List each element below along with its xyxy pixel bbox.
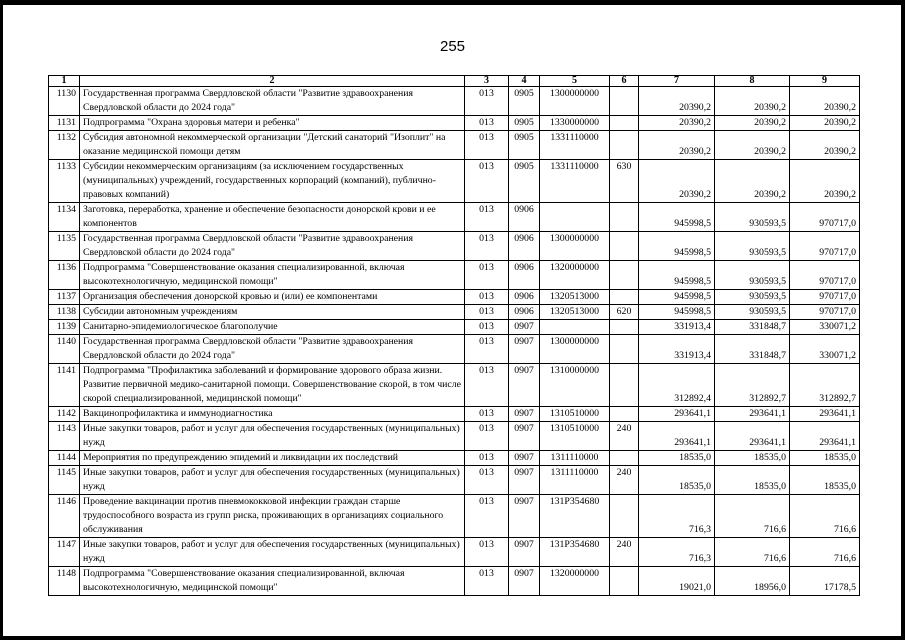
table-row <box>49 567 860 596</box>
row-amount-1: 19021,0 <box>639 567 715 596</box>
row-section-code: 0907 <box>509 538 540 567</box>
row-amount-1: 20390,2 <box>639 131 715 160</box>
row-ministry-code: 013 <box>465 232 509 261</box>
row-section-code: 0906 <box>509 203 540 232</box>
row-target-code: 1310510000 <box>540 422 610 451</box>
row-amount-2: 312892,7 <box>715 364 790 407</box>
row-ministry-code: 013 <box>465 538 509 567</box>
row-amount-1: 716,3 <box>639 495 715 538</box>
row-expense-type: 620 <box>610 305 639 320</box>
row-name: Иные закупки товаров, работ и услуг для обеспечения государственных (муниципальных) нужд <box>80 538 465 567</box>
row-amount-2: 930593,5 <box>715 203 790 232</box>
row-amount-2: 293641,1 <box>715 422 790 451</box>
table-row <box>49 407 860 422</box>
row-amount-2: 20390,2 <box>715 87 790 116</box>
row-section-code: 0905 <box>509 87 540 116</box>
row-expense-type: 630 <box>610 160 639 203</box>
row-section-code: 0905 <box>509 131 540 160</box>
row-number: 1140 <box>49 335 80 364</box>
row-amount-2: 930593,5 <box>715 261 790 290</box>
row-amount-1: 20390,2 <box>639 87 715 116</box>
row-target-code: 1330000000 <box>540 116 610 131</box>
row-amount-3: 20390,2 <box>790 116 860 131</box>
row-amount-1: 945998,5 <box>639 203 715 232</box>
row-section-code: 0907 <box>509 364 540 407</box>
row-amount-2: 18535,0 <box>715 466 790 495</box>
row-amount-3: 970717,0 <box>790 290 860 305</box>
row-expense-type <box>610 364 639 407</box>
table-row <box>49 364 860 407</box>
row-target-code: 1320513000 <box>540 305 610 320</box>
row-target-code: 1320000000 <box>540 567 610 596</box>
row-amount-1: 293641,1 <box>639 407 715 422</box>
row-section-code: 0906 <box>509 305 540 320</box>
row-amount-3: 18535,0 <box>790 466 860 495</box>
row-number: 1134 <box>49 203 80 232</box>
table-row <box>49 495 860 538</box>
table-row <box>49 422 860 451</box>
table-row <box>49 320 860 335</box>
row-section-code: 0906 <box>509 261 540 290</box>
row-name: Подпрограмма "Охрана здоровья матери и ребенка" <box>80 116 465 131</box>
row-number: 1132 <box>49 131 80 160</box>
row-amount-1: 293641,1 <box>639 422 715 451</box>
row-target-code: 131P354680 <box>540 538 610 567</box>
table-row <box>49 116 860 131</box>
row-number: 1142 <box>49 407 80 422</box>
row-name: Проведение вакцинации против пневмококковой инфекции граждан старше трудоспособного возраста из групп риска, проживающих в организациях социального обслуживания <box>80 495 465 538</box>
row-number: 1143 <box>49 422 80 451</box>
row-name: Мероприятия по предупреждению эпидемий и ликвидации их последствий <box>80 451 465 466</box>
row-number: 1145 <box>49 466 80 495</box>
row-amount-2: 930593,5 <box>715 290 790 305</box>
header-col-4: 4 <box>509 76 540 87</box>
scan-border-top <box>0 0 905 5</box>
table-row <box>49 466 860 495</box>
row-ministry-code: 013 <box>465 290 509 305</box>
row-target-code <box>540 203 610 232</box>
row-amount-2: 716,6 <box>715 538 790 567</box>
table-row <box>49 451 860 466</box>
row-section-code: 0907 <box>509 335 540 364</box>
row-amount-2: 331848,7 <box>715 320 790 335</box>
row-section-code: 0907 <box>509 451 540 466</box>
row-ministry-code: 013 <box>465 422 509 451</box>
row-section-code: 0907 <box>509 495 540 538</box>
row-section-code: 0907 <box>509 320 540 335</box>
row-section-code: 0907 <box>509 466 540 495</box>
row-name: Подпрограмма "Совершенствование оказания специализированной, включая высокотехнологичную, медицинской помощи" <box>80 261 465 290</box>
row-section-code: 0907 <box>509 407 540 422</box>
row-number: 1144 <box>49 451 80 466</box>
row-amount-3: 293641,1 <box>790 422 860 451</box>
row-target-code: 1310000000 <box>540 364 610 407</box>
row-amount-3: 293641,1 <box>790 407 860 422</box>
row-name: Иные закупки товаров, работ и услуг для обеспечения государственных (муниципальных) нужд <box>80 422 465 451</box>
row-ministry-code: 013 <box>465 160 509 203</box>
row-target-code: 1331110000 <box>540 160 610 203</box>
row-target-code: 1300000000 <box>540 232 610 261</box>
row-ministry-code: 013 <box>465 87 509 116</box>
row-ministry-code: 013 <box>465 305 509 320</box>
row-amount-2: 293641,1 <box>715 407 790 422</box>
row-number: 1148 <box>49 567 80 596</box>
row-target-code: 1311110000 <box>540 466 610 495</box>
row-expense-type <box>610 407 639 422</box>
row-amount-2: 20390,2 <box>715 160 790 203</box>
row-expense-type <box>610 320 639 335</box>
row-amount-3: 18535,0 <box>790 451 860 466</box>
table-row <box>49 87 860 116</box>
row-ministry-code: 013 <box>465 364 509 407</box>
row-target-code: 1311110000 <box>540 451 610 466</box>
table-header-row <box>49 76 860 87</box>
table-row <box>49 203 860 232</box>
row-ministry-code: 013 <box>465 567 509 596</box>
row-expense-type <box>610 87 639 116</box>
row-expense-type <box>610 116 639 131</box>
row-expense-type <box>610 131 639 160</box>
row-amount-2: 930593,5 <box>715 305 790 320</box>
table-row <box>49 232 860 261</box>
row-amount-3: 312892,7 <box>790 364 860 407</box>
row-number: 1139 <box>49 320 80 335</box>
row-amount-1: 945998,5 <box>639 290 715 305</box>
row-expense-type <box>610 567 639 596</box>
row-amount-1: 18535,0 <box>639 451 715 466</box>
row-name: Иные закупки товаров, работ и услуг для обеспечения государственных (муниципальных) нужд <box>80 466 465 495</box>
row-target-code: 1300000000 <box>540 87 610 116</box>
row-amount-1: 945998,5 <box>639 305 715 320</box>
row-number: 1146 <box>49 495 80 538</box>
row-name: Санитарно-эпидемиологическое благополучие <box>80 320 465 335</box>
row-expense-type <box>610 203 639 232</box>
row-amount-3: 970717,0 <box>790 261 860 290</box>
row-expense-type <box>610 290 639 305</box>
row-amount-2: 930593,5 <box>715 232 790 261</box>
row-amount-3: 17178,5 <box>790 567 860 596</box>
row-number: 1138 <box>49 305 80 320</box>
row-section-code: 0905 <box>509 116 540 131</box>
row-expense-type: 240 <box>610 538 639 567</box>
header-col-9: 9 <box>790 76 860 87</box>
table-row <box>49 305 860 320</box>
row-amount-1: 20390,2 <box>639 116 715 131</box>
table-row <box>49 160 860 203</box>
row-ministry-code: 013 <box>465 203 509 232</box>
row-target-code <box>540 320 610 335</box>
row-number: 1130 <box>49 87 80 116</box>
row-number: 1136 <box>49 261 80 290</box>
row-name: Заготовка, переработка, хранение и обеспечение безопасности донорской крови и ее компонентов <box>80 203 465 232</box>
row-amount-3: 970717,0 <box>790 232 860 261</box>
row-ministry-code: 013 <box>465 495 509 538</box>
row-name: Субсидия автономной некоммерческой организации "Детский санаторий "Изоплит" на оказание медицинской помощи детям <box>80 131 465 160</box>
row-amount-1: 945998,5 <box>639 232 715 261</box>
header-col-8: 8 <box>715 76 790 87</box>
row-ministry-code: 013 <box>465 335 509 364</box>
row-section-code: 0906 <box>509 232 540 261</box>
header-col-3: 3 <box>465 76 509 87</box>
row-expense-type <box>610 335 639 364</box>
row-expense-type: 240 <box>610 422 639 451</box>
table-row <box>49 131 860 160</box>
row-number: 1141 <box>49 364 80 407</box>
row-target-code: 131P354680 <box>540 495 610 538</box>
row-number: 1137 <box>49 290 80 305</box>
row-name: Субсидии автономным учреждениям <box>80 305 465 320</box>
row-expense-type <box>610 451 639 466</box>
row-name: Государственная программа Свердловской области "Развитие здравоохранения Свердловской области до 2024 года" <box>80 335 465 364</box>
page-number: 255 <box>439 38 466 55</box>
row-amount-2: 20390,2 <box>715 131 790 160</box>
row-ministry-code: 013 <box>465 116 509 131</box>
row-ministry-code: 013 <box>465 131 509 160</box>
row-name: Государственная программа Свердловской области "Развитие здравоохранения Свердловской области до 2024 года" <box>80 232 465 261</box>
row-amount-3: 20390,2 <box>790 160 860 203</box>
header-col-7: 7 <box>639 76 715 87</box>
header-col-5: 5 <box>540 76 610 87</box>
row-amount-2: 331848,7 <box>715 335 790 364</box>
header-col-6: 6 <box>610 76 639 87</box>
row-expense-type <box>610 495 639 538</box>
row-amount-1: 312892,4 <box>639 364 715 407</box>
row-ministry-code: 013 <box>465 466 509 495</box>
row-amount-2: 18535,0 <box>715 451 790 466</box>
row-amount-1: 331913,4 <box>639 335 715 364</box>
row-amount-3: 716,6 <box>790 495 860 538</box>
row-ministry-code: 013 <box>465 451 509 466</box>
table-row <box>49 335 860 364</box>
row-amount-3: 20390,2 <box>790 131 860 160</box>
table-row <box>49 261 860 290</box>
table-row <box>49 538 860 567</box>
row-expense-type: 240 <box>610 466 639 495</box>
row-number: 1147 <box>49 538 80 567</box>
row-ministry-code: 013 <box>465 261 509 290</box>
row-amount-1: 716,3 <box>639 538 715 567</box>
row-section-code: 0905 <box>509 160 540 203</box>
row-amount-1: 18535,0 <box>639 466 715 495</box>
row-expense-type <box>610 261 639 290</box>
row-target-code: 1310510000 <box>540 407 610 422</box>
row-number: 1131 <box>49 116 80 131</box>
row-target-code: 1320000000 <box>540 261 610 290</box>
header-col-1: 1 <box>49 76 80 87</box>
row-name: Вакцинопрофилактика и иммунодиагностика <box>80 407 465 422</box>
row-name: Организация обеспечения донорской кровью и (или) ее компонентами <box>80 290 465 305</box>
row-section-code: 0907 <box>509 567 540 596</box>
row-number: 1133 <box>49 160 80 203</box>
row-amount-2: 716,6 <box>715 495 790 538</box>
row-amount-2: 18956,0 <box>715 567 790 596</box>
row-amount-3: 716,6 <box>790 538 860 567</box>
table-row <box>49 290 860 305</box>
row-target-code: 1300000000 <box>540 335 610 364</box>
row-name: Государственная программа Свердловской области "Развитие здравоохранения Свердловской области до 2024 года" <box>80 87 465 116</box>
row-amount-3: 970717,0 <box>790 203 860 232</box>
row-name: Подпрограмма "Профилактика заболеваний и формирование здорового образа жизни. Развитие первичной медико-санитарной помощи. Совершенствование скорой, в том числе скорой специализированной, медицинской помощи" <box>80 364 465 407</box>
header-col-2: 2 <box>80 76 465 87</box>
row-expense-type <box>610 232 639 261</box>
scan-border-right <box>901 0 905 640</box>
row-name: Субсидии некоммерческим организациям (за исключением государственных (муниципальных) учреждений, государственных корпораций (компаний), публично-правовых компаний) <box>80 160 465 203</box>
row-amount-3: 330071,2 <box>790 320 860 335</box>
row-amount-1: 331913,4 <box>639 320 715 335</box>
scan-border-left <box>0 0 3 640</box>
row-section-code: 0906 <box>509 290 540 305</box>
row-ministry-code: 013 <box>465 407 509 422</box>
row-target-code: 1331110000 <box>540 131 610 160</box>
budget-table <box>48 75 860 596</box>
row-amount-3: 970717,0 <box>790 305 860 320</box>
row-number: 1135 <box>49 232 80 261</box>
row-section-code: 0907 <box>509 422 540 451</box>
row-amount-2: 20390,2 <box>715 116 790 131</box>
row-amount-1: 20390,2 <box>639 160 715 203</box>
row-target-code: 1320513000 <box>540 290 610 305</box>
row-ministry-code: 013 <box>465 320 509 335</box>
row-amount-3: 20390,2 <box>790 87 860 116</box>
scan-border-bottom <box>0 636 905 640</box>
row-amount-3: 330071,2 <box>790 335 860 364</box>
row-amount-1: 945998,5 <box>639 261 715 290</box>
row-name: Подпрограмма "Совершенствование оказания специализированной, включая высокотехнологичную, медицинской помощи" <box>80 567 465 596</box>
